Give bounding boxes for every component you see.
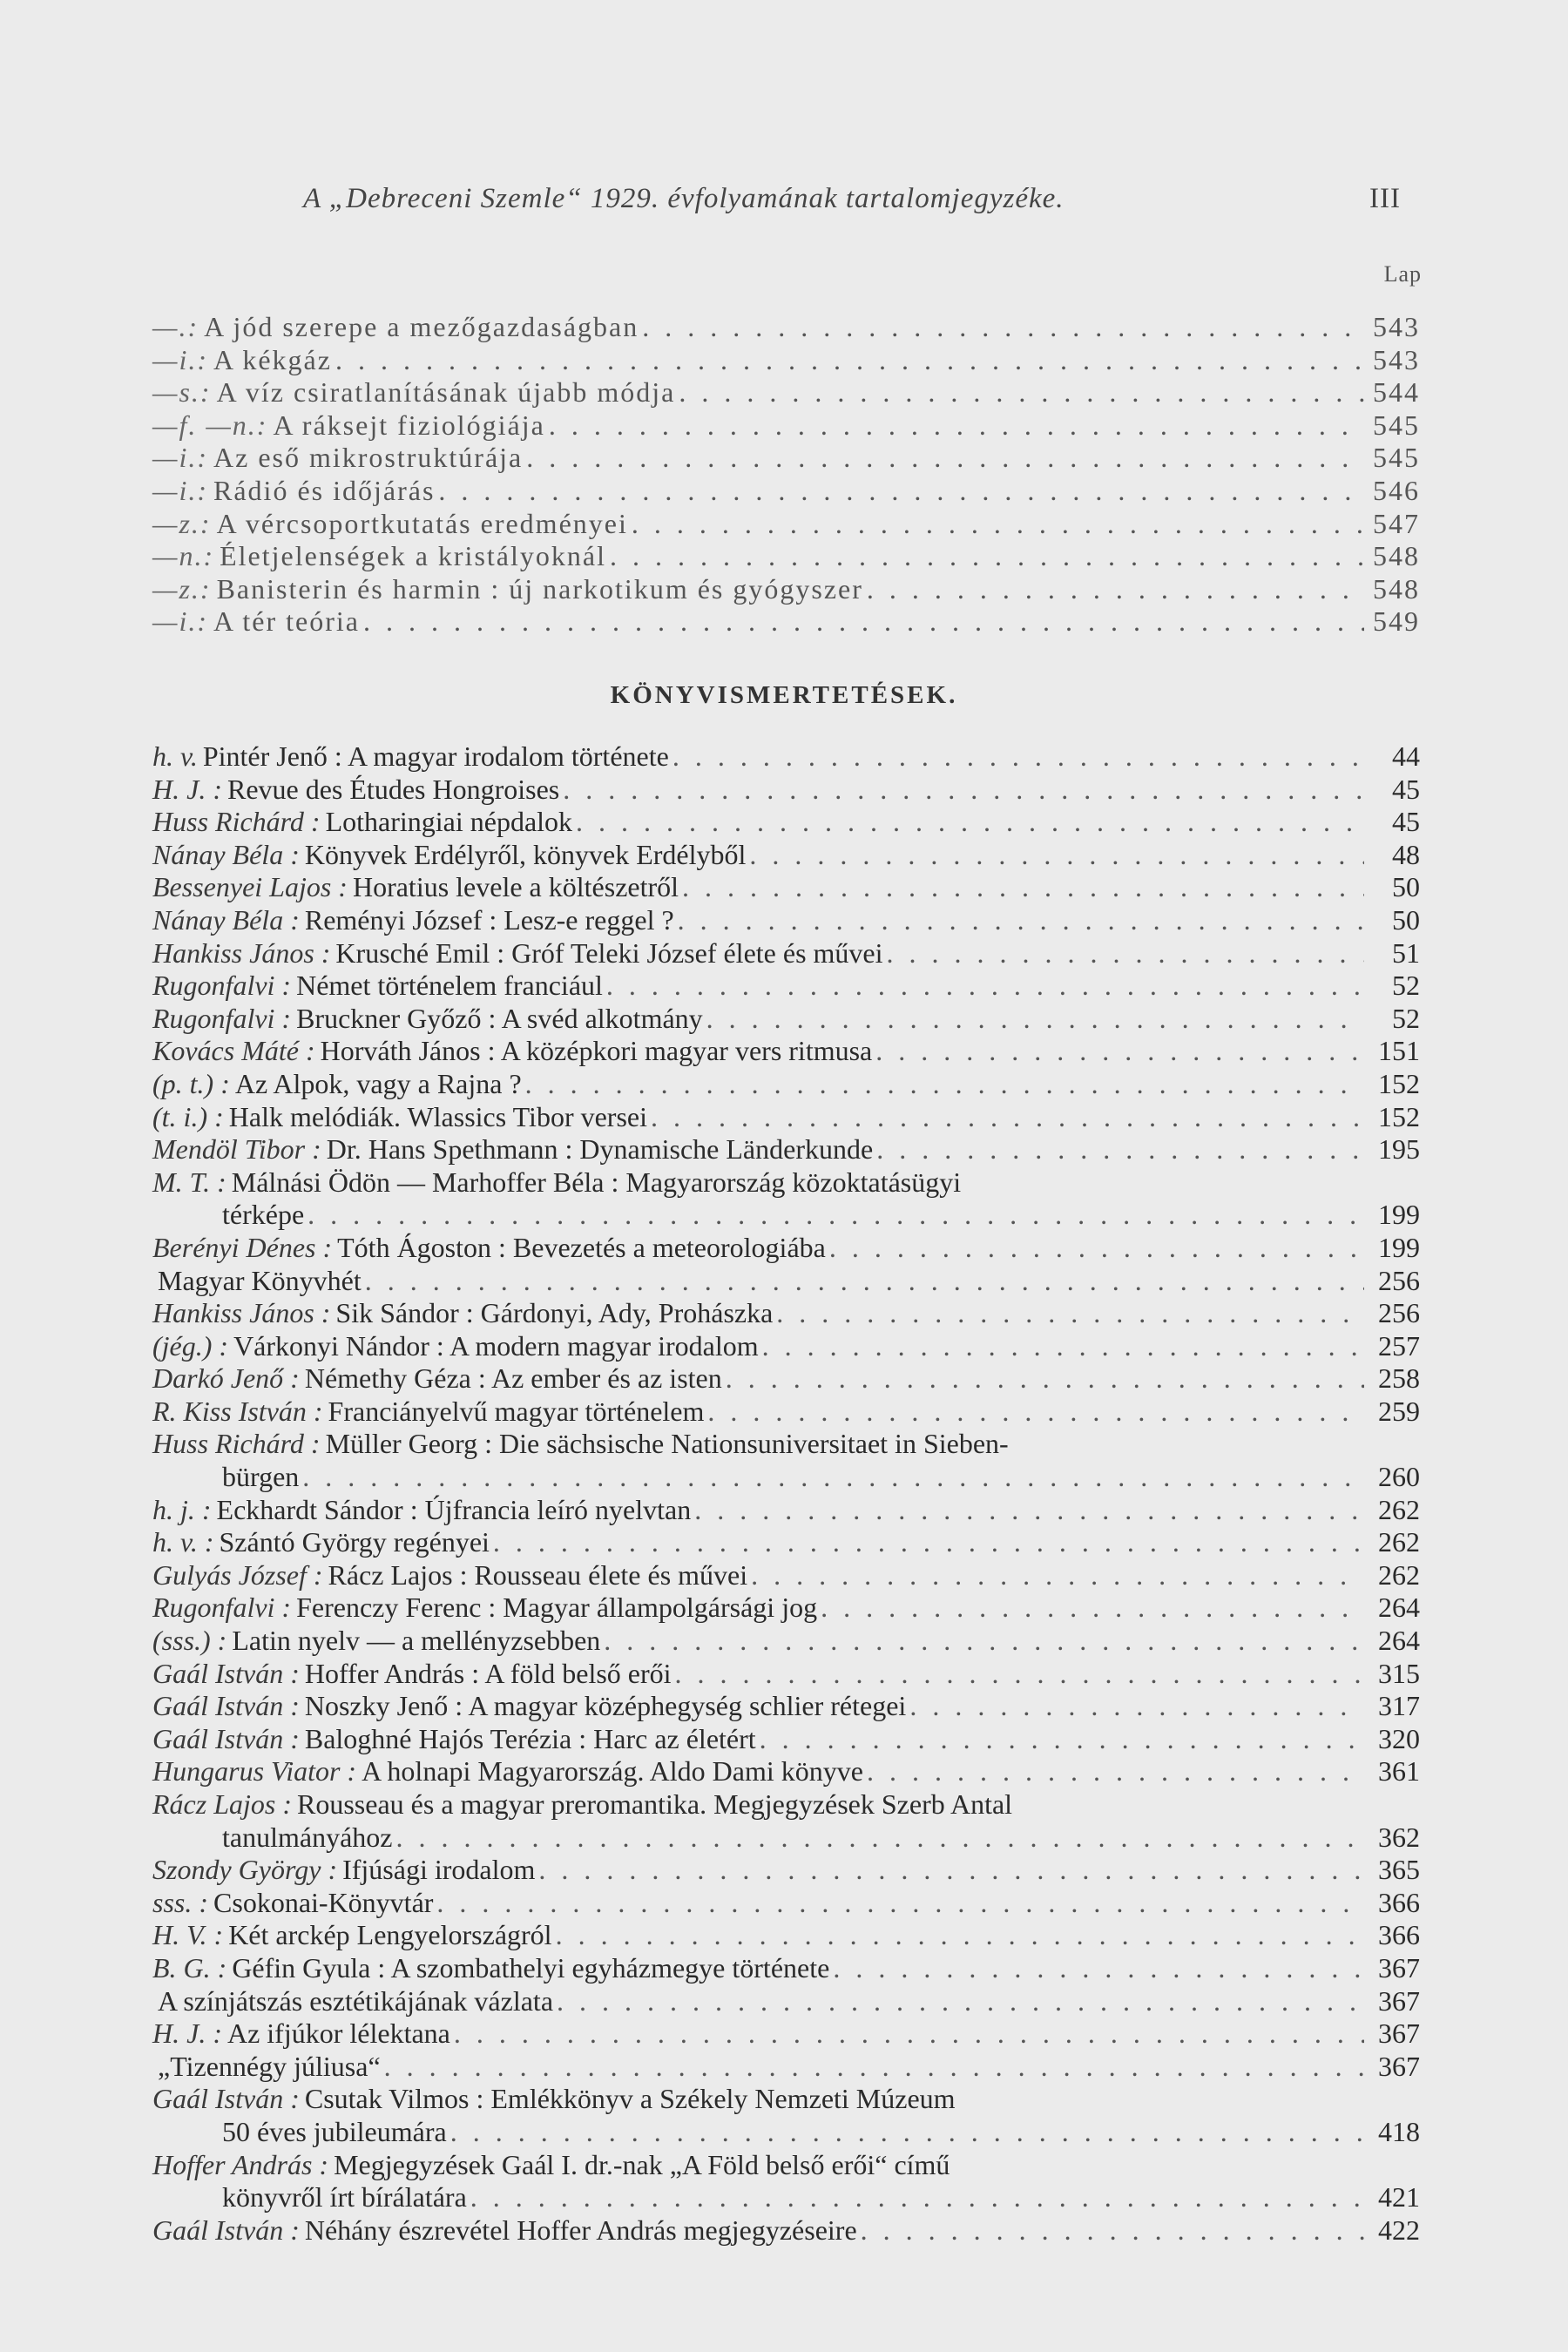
entry-title: A holnapi Magyarország. Aldo Dami könyve (362, 1755, 863, 1788)
toc-entry-continuation (152, 1199, 1420, 1232)
entry-title: Horatius levele a költészetről (352, 871, 679, 903)
dot-leader (876, 1133, 1364, 1166)
toc-entry (152, 806, 1420, 839)
science-notes-list (152, 311, 1420, 639)
toc-entry (152, 1559, 1420, 1592)
entry-author: Gaál István : (152, 1657, 300, 1689)
entry-title: Két arckép Lengyelországról (228, 1919, 552, 1951)
entry-author: Huss Richárd : (152, 1428, 321, 1460)
entry-page-number: 361 (1378, 1755, 1420, 1788)
toc-entry (152, 1494, 1420, 1527)
entry-author: —i.: (152, 442, 208, 474)
entry-title: Rádió és időjárás (213, 474, 436, 506)
entry-page-number: 52 (1392, 1002, 1420, 1034)
entry-title: Géfin Gyula : A szombathelyi egyházmegye története (232, 1951, 830, 1984)
entry-title: Néhány észrevétel Hoffer András megjegyzéseire (304, 2213, 857, 2246)
toc-entry (152, 1788, 1420, 1821)
entry-page-number: 320 (1378, 1722, 1420, 1754)
toc-entry (152, 1952, 1420, 1985)
dot-leader (395, 1821, 1364, 1855)
entry-title: Lotharingiai népdalok (325, 806, 573, 838)
entry-page-number: 543 (1373, 343, 1420, 375)
toc-entry (152, 1919, 1420, 1952)
entry-page-number: 44 (1392, 740, 1420, 772)
dot-leader (762, 1330, 1364, 1363)
entry-page-number: 421 (1378, 2181, 1420, 2213)
toc-entry (152, 2214, 1420, 2247)
entry-title: Eckhardt Sándor : Újfrancia leíró nyelvtan (216, 1493, 692, 1525)
toc-entry (152, 1625, 1420, 1658)
dot-leader (632, 508, 1364, 541)
entry-page-number: 422 (1378, 2213, 1420, 2246)
dot-leader (887, 937, 1365, 970)
entry-page-number: 367 (1378, 2017, 1420, 2050)
toc-entry (152, 871, 1420, 904)
toc-entry (152, 311, 1420, 344)
toc-entry (152, 508, 1420, 541)
entry-author: Rugonfalvi : (152, 1592, 292, 1624)
entry-page-number: 45 (1392, 773, 1420, 805)
dot-leader (549, 409, 1364, 443)
entry-title: Szántó György regényei (219, 1526, 490, 1558)
dot-leader (909, 1690, 1364, 1723)
dot-leader (821, 1592, 1364, 1625)
entry-author: Kovács Máté : (152, 1035, 315, 1067)
dot-leader (526, 442, 1364, 475)
entry-title: Pintér Jenő : A magyar irodalom története (202, 740, 669, 772)
section-heading: KÖNYVISMERTETÉSEK. (610, 681, 958, 709)
entry-title-continuation: könyvről írt bírálatára (222, 2181, 467, 2213)
entry-author: —s.: (152, 376, 212, 409)
entry-author: Nánay Béla : (152, 903, 300, 936)
entry-page-number: 545 (1373, 409, 1420, 441)
entry-page-number: 543 (1373, 311, 1420, 342)
dot-leader (557, 1985, 1364, 2018)
entry-page-number: 545 (1373, 442, 1420, 474)
entry-author: h. v. (152, 740, 198, 772)
entry-title: Banisterin és harmin : új narkotikum és gyógyszer (216, 572, 863, 605)
entry-title: Könyvek Erdélyről, könyvek Erdélyből (304, 838, 747, 870)
toc-entry (152, 344, 1420, 377)
entry-title: Bruckner Győző : A svéd alkotmány (296, 1002, 703, 1034)
entry-page-number: 50 (1392, 903, 1420, 936)
entry-author: B. G. : (152, 1951, 227, 1984)
toc-entry (152, 2051, 1420, 2084)
dot-leader (726, 1362, 1364, 1396)
toc-entry (152, 1755, 1420, 1788)
entry-title: A vércsoportkutatás eredményei (216, 507, 628, 539)
entry-author: —n.: (152, 540, 215, 572)
dot-leader (450, 2116, 1364, 2149)
entry-title: A víz csiratlanításának újabb módja (216, 376, 676, 409)
entry-author: Rugonfalvi : (152, 970, 292, 1002)
toc-entry-continuation (152, 2181, 1420, 2214)
dot-leader (438, 475, 1364, 508)
entry-author: Nánay Béla : (152, 838, 300, 870)
dot-leader (751, 1559, 1364, 1592)
dot-leader (861, 2214, 1364, 2247)
entry-author: —z.: (152, 572, 212, 605)
entry-title: Rácz Lajos : Rousseau élete és művei (328, 1558, 748, 1591)
entry-author: Darkó Jenő : (152, 1362, 300, 1395)
toc-entry (152, 442, 1420, 475)
entry-author: Hankiss János : (152, 936, 331, 969)
entry-title-continuation: 50 éves jubileumára (222, 2115, 447, 2147)
entry-page-number: 262 (1378, 1526, 1420, 1558)
dot-leader (493, 1526, 1364, 1559)
dot-leader (760, 1723, 1364, 1756)
entry-author: Rácz Lajos : (152, 1788, 292, 1820)
entry-title: Magyar Könyvhét (158, 1264, 362, 1296)
toc-entry (152, 1330, 1420, 1363)
entry-page-number: 366 (1378, 1919, 1420, 1951)
entry-title: Revue des Études Hongroises (226, 773, 560, 805)
dot-leader (384, 2051, 1364, 2084)
entry-page-number: 548 (1373, 572, 1420, 605)
dot-leader (610, 540, 1364, 573)
entry-page-number: 264 (1378, 1592, 1420, 1624)
dot-leader (563, 774, 1364, 807)
entry-page-number: 549 (1373, 605, 1420, 638)
entry-page-number: 50 (1392, 871, 1420, 903)
entry-title: Franciányelvű magyar történelem (328, 1395, 705, 1427)
entry-author: R. Kiss István : (152, 1395, 323, 1427)
dot-leader (682, 871, 1364, 904)
dot-leader (706, 1003, 1364, 1036)
header-title: A „Debreceni Szemle“ 1929. évfolyamának tartalomjegyzéke. (303, 183, 1064, 214)
entry-author: Mendöl Tibor : (152, 1133, 321, 1166)
toc-entry-continuation (152, 1821, 1420, 1855)
dot-leader (867, 573, 1364, 606)
entry-author: Gaál István : (152, 2083, 300, 2115)
entry-page-number: 199 (1378, 1231, 1420, 1263)
entry-title: Életjelenségek a kristályoknál (220, 540, 606, 572)
entry-author: —i.: (152, 474, 208, 506)
entry-title: Hoffer András : A föld belső erői (304, 1657, 672, 1689)
entry-author: h. j. : (152, 1493, 212, 1525)
entry-title: Megjegyzések Gaál I. dr.-nak „A Föld belső erői“ című (334, 2148, 950, 2180)
entry-author: (p. t.) : (152, 1067, 230, 1099)
toc-entry (152, 839, 1420, 872)
entry-page-number: 546 (1373, 474, 1420, 506)
entry-author: Gulyás József : (152, 1558, 323, 1591)
toc-entry (152, 1035, 1420, 1068)
dot-leader (363, 605, 1364, 639)
entry-author: M. T. : (152, 1166, 226, 1198)
dot-leader (678, 904, 1364, 937)
dot-leader (875, 1035, 1364, 1068)
toc-entry (152, 1101, 1420, 1134)
entry-page-number: 260 (1378, 1461, 1420, 1493)
entry-page-number: 367 (1378, 2050, 1420, 2082)
entry-page-number: 366 (1378, 1886, 1420, 1918)
toc-entry-continuation (152, 2116, 1420, 2149)
toc-entry (152, 376, 1420, 409)
entry-page-number: 547 (1373, 507, 1420, 539)
toc-entry (152, 2083, 1420, 2116)
toc-entry-continuation (152, 1461, 1420, 1494)
entry-author: H. V. : (152, 1919, 224, 1951)
entry-page-number: 152 (1378, 1100, 1420, 1132)
dot-leader (833, 1952, 1364, 1985)
toc-entry (152, 1068, 1420, 1101)
entry-author: (jég.) : (152, 1329, 229, 1362)
entry-page-number: 315 (1378, 1657, 1420, 1689)
dot-leader (642, 311, 1364, 344)
entry-title: Baloghné Hajós Terézia : Harc az életért (304, 1722, 756, 1754)
entry-page-number: 195 (1378, 1133, 1420, 1166)
dot-leader (308, 1199, 1364, 1232)
dot-leader (556, 1919, 1364, 1952)
entry-title-continuation: térképe (222, 1199, 305, 1231)
entry-page-number: 51 (1392, 936, 1420, 969)
dot-leader (867, 1755, 1364, 1788)
entry-title: Latin nyelv — a mellényzsebben (232, 1625, 601, 1657)
entry-author: sss. : (152, 1886, 209, 1918)
toc-entry (152, 1297, 1420, 1330)
entry-title: Várkonyi Nándor : A modern magyar irodalom (233, 1329, 759, 1362)
entry-title: A jód szerepe a mezőgazdaságban (204, 311, 639, 342)
entry-title: A színjátszás esztétikájának vázlata (158, 1984, 554, 2017)
entry-page-number: 367 (1378, 1951, 1420, 1984)
entry-author: Hungarus Viator : (152, 1755, 357, 1788)
entry-page-number: 365 (1378, 1854, 1420, 1886)
entry-author: Gaál István : (152, 1722, 300, 1754)
entry-page-number: 256 (1378, 1297, 1420, 1329)
entry-title: Az Alpok, vagy a Rajna ? (234, 1067, 522, 1099)
entry-page-number: 258 (1378, 1362, 1420, 1395)
toc-entry (152, 1166, 1420, 1200)
dot-leader (707, 1396, 1364, 1429)
toc-entry (152, 904, 1420, 937)
toc-entry (152, 2017, 1420, 2051)
entry-title: „Tizennégy júliusa“ (158, 2050, 381, 2082)
entry-page-number: 199 (1378, 1199, 1420, 1231)
entry-page-number: 367 (1378, 1984, 1420, 2017)
entry-title: Ifjúsági irodalom (342, 1854, 536, 1886)
entry-page-number: 152 (1378, 1067, 1420, 1099)
toc-entry (152, 1428, 1420, 1461)
toc-entry (152, 1658, 1420, 1691)
entry-title: Tóth Ágoston : Bevezetés a meteorologiába (337, 1231, 826, 1263)
entry-author: H. J. : (152, 2017, 222, 2050)
entry-title: A tér teória (213, 605, 360, 638)
entry-title-continuation: tanulmányához (222, 1821, 393, 1853)
entry-author: Rugonfalvi : (152, 1002, 292, 1034)
page-number-roman: III (1369, 183, 1401, 214)
entry-title: Az ifjúkor lélektana (226, 2017, 450, 2050)
entry-author: Hankiss János : (152, 1297, 331, 1329)
toc-entry (152, 937, 1420, 970)
entry-page-number: 317 (1378, 1690, 1420, 1722)
dot-leader (576, 806, 1364, 839)
toc-entry (152, 1887, 1420, 1920)
toc-entry (152, 475, 1420, 508)
entry-page-number: 544 (1373, 376, 1420, 409)
dot-leader (335, 344, 1364, 377)
entry-author: Berényi Dénes : (152, 1231, 333, 1263)
entry-page-number: 151 (1378, 1035, 1420, 1067)
entry-author: —i.: (152, 605, 208, 638)
entry-page-number: 52 (1392, 970, 1420, 1002)
entry-author: Szondy György : (152, 1854, 338, 1886)
entry-title: Az eső mikrostruktúrája (213, 442, 524, 474)
toc-entry (152, 774, 1420, 807)
page-column-label: Lap (1383, 261, 1422, 287)
entry-author: Gaál István : (152, 1690, 300, 1722)
entry-title: Német történelem franciául (296, 970, 603, 1002)
entry-title: Rousseau és a magyar preromantika. Megjegyzések Szerb Antal (297, 1788, 1013, 1820)
toc-entry (152, 1526, 1420, 1559)
entry-page-number: 259 (1378, 1395, 1420, 1427)
book-reviews-list (152, 740, 1420, 2247)
entry-page-number: 262 (1378, 1493, 1420, 1525)
toc-entry (152, 1723, 1420, 1756)
toc-entry (152, 1396, 1420, 1429)
toc-entry (152, 605, 1420, 639)
entry-title: Reményi József : Lesz-e reggel ? (304, 903, 674, 936)
entry-author: —.: (152, 311, 199, 342)
running-header (303, 183, 1401, 226)
entry-title: Müller Georg : Die sächsische Nationsuniversitaet in Sieben- (325, 1428, 1009, 1460)
entry-title: Sik Sándor : Gárdonyi, Ady, Prohászka (335, 1297, 774, 1329)
entry-title: Málnási Ödön — Marhoffer Béla : Magyarország közoktatásügyi (231, 1166, 962, 1198)
dot-leader (436, 1887, 1364, 1920)
entry-author: —f. —n.: (152, 409, 268, 441)
entry-title: Ferenczy Ferenc : Magyar állampolgársági jog (296, 1592, 818, 1624)
toc-entry (152, 970, 1420, 1003)
entry-page-number: 262 (1378, 1558, 1420, 1591)
entry-title: A ráksejt fiziológiája (273, 409, 545, 441)
dot-leader (749, 839, 1364, 872)
entry-page-number: 256 (1378, 1264, 1420, 1296)
dot-leader (365, 1265, 1364, 1298)
entry-page-number: 362 (1378, 1821, 1420, 1853)
dot-leader (454, 2017, 1364, 2051)
toc-entry (152, 409, 1420, 443)
entry-title: Halk melódiák. Wlassics Tibor versei (228, 1100, 647, 1132)
dot-leader (538, 1854, 1364, 1887)
dot-leader (829, 1232, 1364, 1265)
entry-page-number: 257 (1378, 1329, 1420, 1362)
dot-leader (604, 1625, 1364, 1658)
entry-author: Gaál István : (152, 2213, 300, 2246)
dot-leader (606, 970, 1364, 1003)
dot-leader (679, 376, 1364, 409)
entry-author: Hoffer András : (152, 2148, 329, 2180)
toc-entry (152, 1003, 1420, 1036)
entry-author: —i.: (152, 343, 208, 375)
entry-title: Krusché Emil : Gróf Teleki József élete és művei (335, 936, 883, 969)
entry-title: Csokonai-Könyvtár (213, 1886, 434, 1918)
toc-entry (152, 1133, 1420, 1166)
dot-leader (470, 2181, 1364, 2214)
toc-entry (152, 1985, 1420, 2018)
toc-entry (152, 1232, 1420, 1265)
toc-entry (152, 573, 1420, 606)
entry-author: H. J. : (152, 773, 222, 805)
entry-title: Horváth János : A középkori magyar vers ritmusa (320, 1035, 873, 1067)
entry-page-number: 548 (1373, 540, 1420, 572)
toc-entry (152, 1690, 1420, 1723)
toc-entry (152, 740, 1420, 774)
dot-leader (776, 1297, 1364, 1330)
entry-page-number: 45 (1392, 806, 1420, 838)
entry-title-continuation: bürgen (222, 1461, 300, 1493)
dot-leader (525, 1068, 1364, 1101)
entry-title: Dr. Hans Spethmann : Dynamische Länderkunde (326, 1133, 874, 1166)
toc-entry (152, 1854, 1420, 1887)
entry-title: Némethy Géza : Az ember és az isten (304, 1362, 722, 1395)
toc-entry (152, 2149, 1420, 2182)
entry-title: Noszky Jenő : A magyar középhegység schlier rétegei (304, 1690, 907, 1722)
dot-leader (675, 1658, 1364, 1691)
entry-author: (t. i.) : (152, 1100, 224, 1132)
dot-leader (694, 1494, 1364, 1527)
entry-author: —z.: (152, 507, 212, 539)
entry-title: A kékgáz (213, 343, 332, 375)
entry-author: Bessenyei Lajos : (152, 871, 348, 903)
entry-author: (sss.) : (152, 1625, 227, 1657)
toc-entry (152, 1362, 1420, 1396)
toc-entry (152, 1265, 1420, 1298)
entry-author: h. v. : (152, 1526, 214, 1558)
dot-leader (672, 740, 1364, 774)
entry-page-number: 418 (1378, 2115, 1420, 2147)
toc-entry (152, 1592, 1420, 1625)
toc-entry (152, 540, 1420, 573)
entry-page-number: 264 (1378, 1625, 1420, 1657)
dot-leader (302, 1461, 1364, 1494)
entry-title: Csutak Vilmos : Emlékkönyv a Székely Nemzeti Múzeum (304, 2083, 956, 2115)
dot-leader (651, 1101, 1364, 1134)
entry-author: Huss Richárd : (152, 806, 321, 838)
entry-page-number: 48 (1392, 838, 1420, 870)
